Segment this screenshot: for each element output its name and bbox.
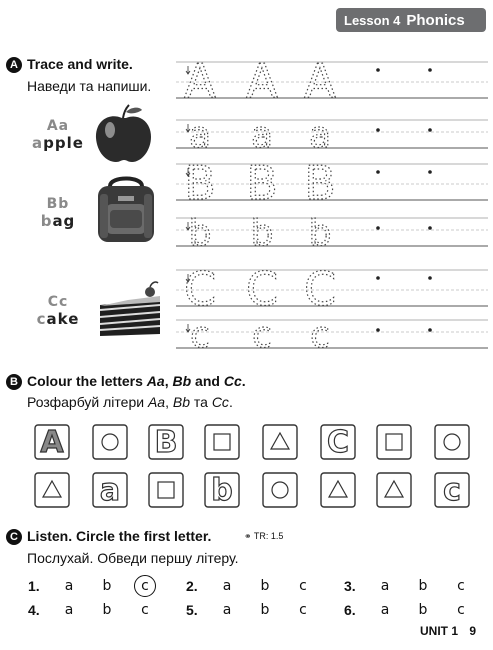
letter-shape: A [40, 425, 64, 460]
dotted-letter: A [246, 54, 278, 108]
option[interactable]: b [418, 578, 428, 594]
option[interactable]: b [260, 578, 270, 594]
option[interactable]: a [380, 578, 390, 594]
section-b-title: Colour the letters Aa, Bb and Cc. [27, 373, 246, 389]
colouring-item[interactable] [435, 473, 469, 508]
page-number: 9 [469, 624, 477, 638]
colouring-item[interactable] [93, 473, 127, 508]
circle-shape [272, 482, 288, 498]
section-a-badge: A [6, 57, 22, 73]
option[interactable]: a [222, 602, 232, 618]
letter-shape: c [443, 473, 461, 508]
letter-shape: B [154, 425, 178, 460]
colouring-item[interactable] [35, 473, 69, 507]
letter-shape: C [326, 425, 350, 460]
colouring-item[interactable] [377, 473, 411, 507]
word-letters: Aa [46, 118, 70, 134]
dotted-letter: c [252, 315, 272, 356]
colouring-item[interactable] [149, 425, 183, 460]
square-shape [158, 482, 174, 498]
listen-item: 4. a b c [28, 602, 186, 618]
section-a-title: Trace and write. [27, 56, 133, 72]
colouring-item[interactable] [205, 425, 239, 459]
dotted-letter: b [308, 213, 332, 254]
section-b-subtitle: Розфарбуй літери Aa, Bb та Cc. [27, 394, 233, 410]
dotted-letter: c [190, 315, 210, 356]
section-a-subtitle: Наведи та напиши. [27, 78, 152, 94]
word-letters: Bb [46, 196, 70, 212]
dotted-letter: C [245, 262, 279, 316]
option[interactable]: c [141, 602, 149, 618]
word-text: bag [40, 212, 76, 230]
colouring-item[interactable] [263, 425, 297, 459]
dotted-letter: b [188, 213, 212, 254]
section-c-badge: C [6, 529, 22, 545]
option[interactable]: c [457, 578, 465, 594]
option[interactable]: a [380, 602, 390, 618]
letter-shape: a [99, 473, 121, 508]
section-b-badge: B [6, 374, 22, 390]
option[interactable]: c [299, 578, 307, 594]
dotted-letter: C [183, 262, 217, 316]
option[interactable]: c [457, 602, 465, 618]
lesson-label: Lesson 4 [344, 12, 401, 28]
option[interactable]: b [102, 578, 112, 594]
headphones-icon: ⚭ [244, 531, 252, 541]
colouring-item[interactable] [205, 473, 239, 508]
colouring-item[interactable] [35, 425, 69, 460]
circle-shape [102, 434, 118, 450]
listen-item: 6. a b c [344, 602, 493, 618]
colouring-item[interactable] [321, 473, 355, 507]
word-letters: Cc [47, 294, 69, 310]
dotted-letter: C [303, 262, 337, 316]
listen-row-2 [28, 602, 493, 618]
listen-item: 3. a b c [344, 578, 493, 594]
listen-item: 2. a b c [186, 578, 344, 594]
option[interactable]: b [260, 602, 270, 618]
option[interactable]: c [299, 602, 307, 618]
word-text: cake [36, 310, 80, 328]
colouring-item[interactable] [93, 425, 127, 459]
page-footer [420, 624, 476, 638]
listen-item: 1. a b c [28, 578, 186, 594]
dotted-letter: B [184, 156, 216, 210]
dotted-letter: c [310, 315, 330, 356]
dotted-letter: B [304, 156, 336, 210]
unit-label: UNIT 1 [420, 624, 459, 638]
section-c-title: Listen. Circle the first letter. [27, 528, 212, 544]
listen-row-1 [28, 578, 493, 594]
option[interactable]: a [64, 578, 74, 594]
colouring-item[interactable] [263, 473, 297, 507]
dotted-letter: A [184, 54, 216, 108]
colouring-item[interactable] [435, 425, 469, 459]
dotted-letter: a [308, 115, 332, 156]
audio-track [244, 531, 283, 542]
square-shape [214, 434, 230, 450]
circle-shape [444, 434, 460, 450]
colouring-item[interactable] [149, 473, 183, 507]
word-text: apple [32, 134, 84, 152]
dotted-letter: B [246, 156, 278, 210]
colouring-item[interactable] [377, 425, 411, 459]
track-label: TR: 1.5 [253, 531, 284, 541]
option[interactable]: b [102, 602, 112, 618]
option[interactable]: b [418, 602, 428, 618]
section-c-subtitle: Послухай. Обведи першу літеру. [27, 550, 239, 566]
option[interactable]: a [64, 602, 74, 618]
listen-item: 5. a b c [186, 602, 344, 618]
colouring-item[interactable] [321, 425, 355, 460]
square-shape [386, 434, 402, 450]
dotted-letter: a [250, 115, 274, 156]
dotted-letter: b [250, 213, 274, 254]
dotted-letter: A [304, 54, 336, 108]
dotted-letter: a [188, 115, 212, 156]
option[interactable]: a [222, 578, 232, 594]
letter-shape: b [211, 473, 233, 508]
lesson-topic: Phonics [406, 11, 465, 29]
option-circled[interactable]: c [126, 578, 164, 594]
